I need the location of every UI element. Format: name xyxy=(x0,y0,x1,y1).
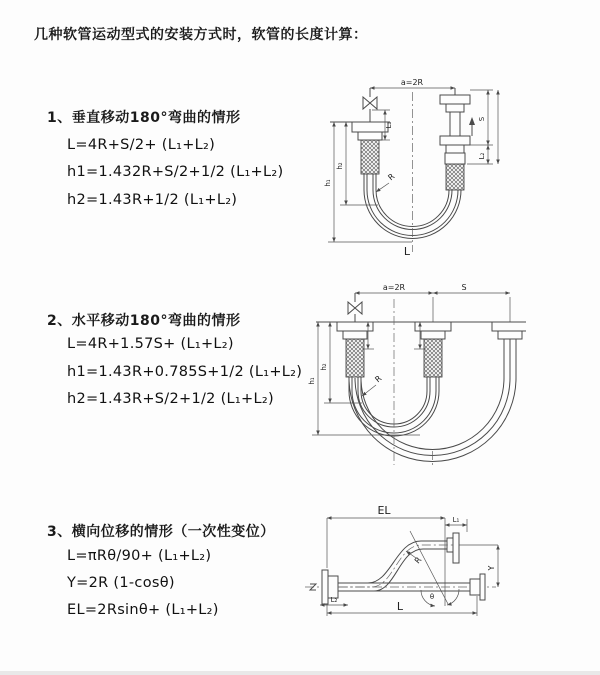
middle-hose-fitting xyxy=(415,322,451,391)
page-edge xyxy=(0,671,600,675)
dim-label-s: S xyxy=(461,283,467,292)
radius-leader xyxy=(376,172,397,192)
section-3-heading: 3、横向位移的情形（一次性变位） xyxy=(47,524,275,540)
upper-flange xyxy=(447,533,459,563)
dim-label-a2r: a=2R xyxy=(382,283,406,292)
braided-hose-section xyxy=(424,339,442,377)
length-label: L xyxy=(403,245,411,258)
right-flange xyxy=(470,574,485,600)
dim-label-h2: h₂ xyxy=(336,162,344,170)
u-bend-hose-position2 xyxy=(349,378,516,462)
diagram-vertical-180-bend xyxy=(320,78,520,258)
dim-label-el: EL xyxy=(377,504,391,517)
formula-s1-h2: h2=1.43R+1/2 (L₁+L₂) xyxy=(67,192,238,208)
formula-s1-l: L=4R+S/2+ (L₁+L₂) xyxy=(67,137,216,153)
section-2-heading: 2、水平移动180°弯曲的情形 xyxy=(47,313,241,329)
dim-label-l1: L₁ xyxy=(452,516,460,524)
braided-hose-section xyxy=(361,140,379,174)
braided-hose-section xyxy=(346,339,364,377)
formula-s3-l: L=πRθ/90+ (L₁+L₂) xyxy=(67,548,212,564)
valve-icon xyxy=(363,88,377,122)
formula-s2-h1: h1=1.43R+0.785S+1/2 (L₁+L₂) xyxy=(67,364,303,380)
formula-s3-el: EL=2Rsinθ+ (L₁+L₂) xyxy=(67,602,219,618)
dim-label-l2: L₂ xyxy=(478,152,486,160)
diagram-lateral-displacement xyxy=(296,498,596,648)
movement-arrow xyxy=(469,117,475,136)
right-hose-fitting xyxy=(440,88,470,190)
formula-s3-y: Y=2R (1-cosθ) xyxy=(67,575,175,591)
right-hose-fitting xyxy=(492,322,526,378)
dim-label-a2r: a=2R xyxy=(400,78,424,87)
dim-label-l: L xyxy=(396,600,404,613)
page-title: 几种软管运动型式的安装方式时，软管的长度计算： xyxy=(34,27,368,43)
left-hose-fitting xyxy=(330,122,390,190)
radius-leader xyxy=(406,551,424,565)
dim-label-l1: L₁ xyxy=(385,121,393,129)
dim-label-l2: L₂ xyxy=(330,596,338,604)
dim-label-h1: h₁ xyxy=(324,179,332,187)
radius-label: R xyxy=(412,555,424,566)
formula-s2-l: L=4R+1.57S+ (L₁+L₂) xyxy=(67,336,234,352)
diagram-horizontal-180-bend xyxy=(306,283,526,473)
dim-a2r xyxy=(355,283,433,293)
formula-s1-h1: h1=1.432R+S/2+1/2 (L₁+L₂) xyxy=(67,164,284,180)
section-1-heading: 1、垂直移动180°弯曲的情形 xyxy=(47,110,241,126)
dim-a2r xyxy=(370,78,455,94)
dim-l xyxy=(327,596,477,616)
braided-hose-section xyxy=(446,164,464,190)
valve-icon xyxy=(348,293,362,322)
dim-label-h2: h₂ xyxy=(320,363,328,371)
dim-l1 xyxy=(445,516,467,532)
radius-label: R xyxy=(373,373,384,385)
dim-label-h1: h₁ xyxy=(308,377,316,385)
radius-label: R xyxy=(386,171,397,183)
radius-leader xyxy=(362,374,384,396)
dim-label-y: Y xyxy=(487,565,496,571)
dim-label-s: S xyxy=(478,116,486,122)
angle-label: θ xyxy=(429,593,435,601)
formula-s2-h2: h2=1.43R+S/2+1/2 (L₁+L₂) xyxy=(67,391,274,407)
dim-s xyxy=(433,283,510,322)
